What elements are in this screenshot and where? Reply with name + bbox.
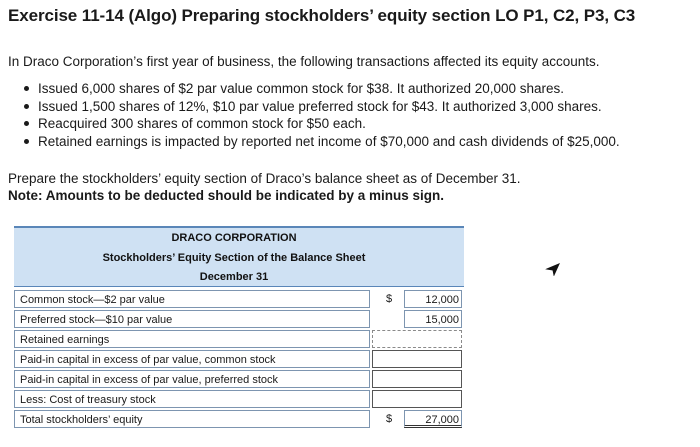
note-text: Note: Amounts to be deducted should be indicated by a minus sign. [8,188,445,203]
list-item: Issued 1,500 shares of 12%, $10 par value preferred stock for $43. It authorized 3,000 shares. [22,98,620,116]
row-label-dropdown[interactable]: Preferred stock—$10 par value [14,310,370,328]
dollar-sign: $ [385,413,393,425]
equity-worksheet [14,226,464,431]
amount-input[interactable]: 12,000 [404,290,462,308]
row-label-dropdown[interactable]: Paid-in capital in excess of par value, preferred stock [14,370,370,388]
amount-input[interactable]: 15,000 [404,310,462,328]
table-row [14,310,464,329]
instructions [8,170,521,204]
row-label-dropdown[interactable]: Retained earnings [14,330,370,348]
table-row [14,290,464,309]
table-row [14,390,464,409]
exercise-title: Exercise 11-14 (Algo) Preparing stockholders’ equity section LO P1, C2, P3, C3 [8,6,636,25]
statement-subtitle: Stockholders’ Equity Section of the Balance Sheet [14,248,464,268]
list-item: Retained earnings is impacted by reported net income of $70,000 and cash dividends of $25,000. [22,133,620,151]
amount-input[interactable] [372,390,462,408]
amount-input[interactable] [372,350,462,368]
amount-input[interactable] [372,370,462,388]
list-item: Issued 6,000 shares of $2 par value common stock for $38. It authorized 20,000 shares. [22,80,620,98]
prepare-text: Prepare the stockholders’ equity section of Draco’s balance sheet as of December 31. [8,171,521,186]
company-header: DRACO CORPORATION [14,226,464,248]
table-row [14,410,464,429]
row-label-dropdown[interactable]: Less: Cost of treasury stock [14,390,370,408]
statement-date: December 31 [14,268,464,287]
table-row [14,350,464,369]
row-label-dropdown[interactable]: Total stockholders’ equity [14,410,370,428]
dollar-sign: $ [385,293,393,305]
table-row [14,330,464,349]
amount-input[interactable] [372,330,462,348]
transactions-list [22,80,620,150]
mouse-pointer-icon [545,262,561,276]
intro-text: In Draco Corporation’s first year of business, the following transactions affected its equity accounts. [8,54,600,69]
row-label-dropdown[interactable]: Paid-in capital in excess of par value, common stock [14,350,370,368]
row-label-dropdown[interactable]: Common stock—$2 par value [14,290,370,308]
list-item: Reacquired 300 shares of common stock for $50 each. [22,115,620,133]
total-amount-input[interactable]: 27,000 [404,410,462,428]
table-row [14,370,464,389]
